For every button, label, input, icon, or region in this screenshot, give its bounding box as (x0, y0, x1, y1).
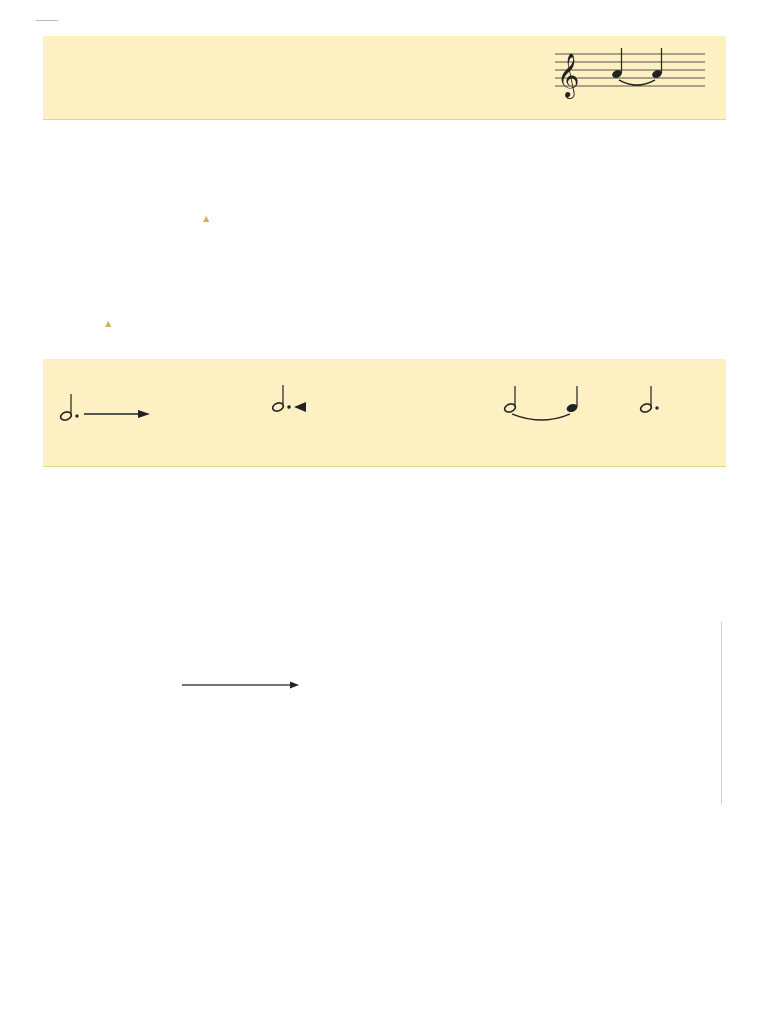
exercise-52-staff-2 (36, 922, 722, 982)
exercise-51-staff-2 (36, 733, 722, 793)
tie-equals-dotted-half (500, 382, 700, 422)
exercise-52-title (43, 808, 53, 825)
exercise-48-hint (201, 213, 211, 225)
dotted-half-note-arrow (58, 392, 218, 428)
exercise-50-staff (36, 523, 722, 583)
exercise-51-title (43, 604, 61, 621)
warning-triangle-icon: ▲ (103, 318, 114, 330)
exercise-48-staff (36, 166, 722, 226)
exercise-50-title (43, 494, 61, 511)
haltebogen-example-staff (555, 44, 715, 104)
exercise-49-title (43, 243, 53, 260)
exercise-48-title (43, 136, 53, 153)
exercise-49-hint (103, 318, 113, 330)
exercise-51-count-arrow (182, 680, 302, 690)
exercise-49-staff (36, 272, 722, 332)
page-number-rule (36, 20, 58, 21)
svg-text:𝄞: 𝄞 (557, 53, 580, 97)
dot-note-pointer (270, 385, 320, 415)
exercise-52-staff-1 (36, 838, 722, 898)
warning-triangle-icon: ▲ (201, 213, 212, 225)
exercise-51-staff-1 (36, 633, 722, 693)
